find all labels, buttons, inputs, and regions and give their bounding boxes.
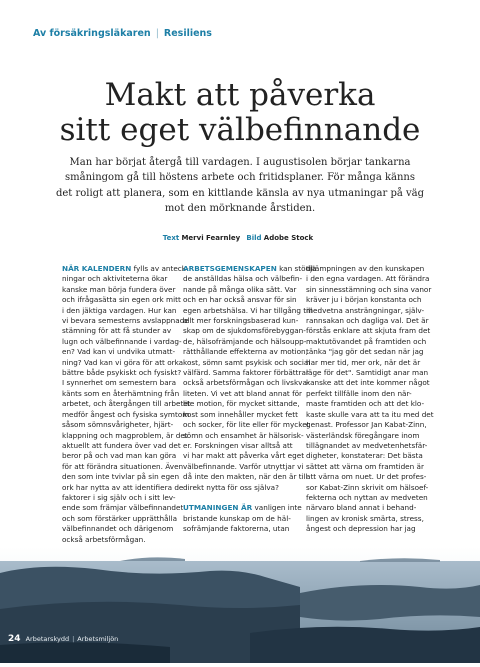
lead-line: Man har börjat återgå till vardagen. I augustisolen börjar tankarna bbox=[69, 157, 411, 168]
lead-line: mot den mörknande årstiden. bbox=[164, 202, 316, 214]
byline bbox=[0, 234, 480, 242]
article-lead bbox=[40, 155, 440, 216]
section-topic: Resiliens bbox=[163, 28, 212, 39]
body-line: och socker, för lite eller för mycket bbox=[183, 420, 310, 430]
body-line: också arbetsförmågan. bbox=[62, 534, 146, 544]
body-lines bbox=[183, 274, 313, 493]
body-line: och som förstärker upprätthålla bbox=[62, 513, 178, 523]
lead-line: småningom gå till höstens arbete och fritidsplaner. För många känns bbox=[65, 172, 415, 184]
body-line: förstås enklare att skjuta fram det bbox=[306, 326, 431, 336]
footer-separator: | bbox=[72, 635, 75, 643]
issue-name: Arbetsmiljön bbox=[77, 635, 119, 643]
header-separator: | bbox=[155, 28, 159, 39]
body-line: ångest och depression har jag bbox=[306, 524, 416, 534]
body-line: maste framtiden och att det klo- bbox=[306, 399, 425, 409]
body-line: kost, sömn samt psykisk och social bbox=[183, 357, 311, 367]
body-line: sättet att värna om framtiden är bbox=[306, 461, 424, 471]
body-line: perfekt tillfälle inom den när- bbox=[306, 388, 412, 398]
body-line: lugn och välbefinnande i vardag- bbox=[62, 336, 182, 346]
body-line: liteten. Vi vet att bland annat för bbox=[183, 388, 303, 398]
body-line: kanske att det inte kommer något bbox=[306, 378, 430, 388]
body-line: egen arbetshälsa. Vi har tillgång till bbox=[183, 305, 313, 315]
body-line: vi bevara semesterns avslappnade bbox=[62, 316, 189, 326]
byline-text-label: Text bbox=[162, 234, 180, 242]
body-line: kräver ju i början konstanta och bbox=[306, 295, 422, 305]
body-line: kaste skulle vara att ta itu med det bbox=[306, 409, 434, 419]
body-line bbox=[62, 264, 189, 274]
body-line: tillämpningen av den kunskapen bbox=[306, 264, 425, 273]
body-line: de anställdas hälsa och välbefin- bbox=[183, 274, 303, 284]
paragraph-kicker: UTMANINGEN ÄR bbox=[183, 503, 253, 513]
body-column-2 bbox=[183, 264, 317, 535]
body-line: er. Forskningen visar alltså att bbox=[183, 440, 293, 450]
body-text: fylls av anteck- bbox=[131, 264, 189, 273]
body-line: en? Vad kan vi undvika utmatt- bbox=[62, 347, 176, 357]
body-line: arbetet, och återgången till arbetet bbox=[62, 399, 191, 409]
body-line: direkt nytta för oss själva? bbox=[183, 482, 279, 492]
body-lines bbox=[306, 264, 434, 535]
body-line: västerländsk föregångare inom bbox=[306, 430, 420, 440]
seascape-photo bbox=[0, 547, 480, 663]
body-line: såsom sömnsvårigheter, hjärt- bbox=[62, 420, 174, 430]
body-line: de, hälsofrämjande och hälsoupp- bbox=[183, 336, 307, 346]
section-name: Av försäkringsläkaren bbox=[33, 28, 151, 39]
body-line: kanske man börja fundera över bbox=[62, 284, 176, 294]
body-line: skap om de sjukdomsförebyggan- bbox=[183, 326, 306, 336]
body-lines bbox=[62, 274, 191, 545]
body-line: den som inte tvivlar på sin egen bbox=[62, 472, 180, 482]
body-line: vi har makt att påverka vårt eget bbox=[183, 451, 305, 461]
body-line: fekterna och nyttan av medveten bbox=[306, 492, 428, 502]
body-line: bristande kunskap om de häl- bbox=[183, 513, 291, 523]
body-line bbox=[183, 503, 305, 513]
body-line: känts som en återhämtning från bbox=[62, 388, 180, 398]
publication-name: Arbetarskydd bbox=[25, 635, 70, 643]
paragraph-kicker: NÄR KALENDERN bbox=[62, 264, 132, 273]
body-line: lite motion, för mycket sittande, bbox=[183, 399, 300, 409]
body-line: att värna om nuet. Ur det profes- bbox=[306, 472, 427, 482]
body-line: närvaro bland annat i behand- bbox=[306, 503, 417, 513]
body-line: tillägnandet av medvetenhetsfär- bbox=[306, 440, 428, 450]
lead-line: det roligt att planera, som en kittlande känsla av nya utmaningar på väg bbox=[55, 187, 425, 199]
page-footer bbox=[8, 634, 118, 644]
body-line: också arbetsförmågan och livskva- bbox=[183, 378, 310, 388]
body-line: maktutövandet på framtiden och bbox=[306, 336, 427, 346]
body-line: lingen av kronisk smärta, stress, bbox=[306, 513, 424, 523]
byline-author: Mervi Fearnley bbox=[181, 234, 241, 242]
body-line: kost som innehåller mycket fett bbox=[183, 409, 298, 419]
title-line-1: Makt att påverka bbox=[104, 77, 376, 113]
body-line: och ifrågasätta sin egen ork mitt bbox=[62, 295, 181, 305]
body-line: och en har också ansvar för sin bbox=[183, 295, 297, 305]
seascape-illustration bbox=[0, 547, 480, 663]
page-number: 24 bbox=[8, 634, 21, 644]
body-line: klappning och magproblem, är det bbox=[62, 430, 188, 440]
body-line: rätthållande effekterna av motion, bbox=[183, 347, 308, 357]
body-line: ning? Vad kan vi göra för att orka bbox=[62, 357, 184, 367]
body-line: sin sinnesstämning och sina vanor bbox=[306, 284, 432, 294]
body-line: allt mer forskningsbaserad kun- bbox=[183, 316, 299, 326]
body-line: stämning för att få stunder av bbox=[62, 326, 172, 336]
paragraph-kicker: ARBETSGEMENSKAPEN bbox=[183, 264, 277, 273]
body-line: nande på många olika sätt. Var bbox=[183, 284, 297, 294]
title-line-2: sitt eget välbefinnande bbox=[59, 112, 421, 148]
body-line: läge för det". Samtidigt anar man bbox=[306, 368, 429, 378]
body-line: aktuellt att fundera över vad det bbox=[62, 440, 181, 450]
body-lines bbox=[183, 514, 305, 535]
body-line: medför ångest och fysiska symtom bbox=[62, 409, 190, 419]
body-line: i den jäktiga vardagen. Hur kan bbox=[62, 305, 177, 315]
body-line: ork har nytta av att identifiera de bbox=[62, 482, 184, 492]
body-line: i den egna vardagen. Att förändra bbox=[306, 274, 430, 284]
body-column-3 bbox=[306, 264, 434, 535]
body-line: då inte den makten, när den är till bbox=[183, 472, 308, 482]
body-column-1 bbox=[62, 264, 191, 545]
body-line bbox=[183, 264, 317, 274]
body-line: välbefinnandet och därigenom bbox=[62, 524, 174, 534]
byline-image-label: Bild bbox=[246, 234, 262, 242]
body-line: för att förändra situationen. Även bbox=[62, 461, 184, 471]
body-line: I synnerhet om semestern bara bbox=[62, 378, 177, 388]
body-line: bättre både psykiskt och fysiskt? bbox=[62, 368, 182, 378]
section-header bbox=[33, 28, 212, 39]
body-line: tänka "jag gör det sedan när jag bbox=[306, 347, 424, 357]
body-line: faktorer i sig själv och i sitt lev- bbox=[62, 492, 176, 502]
article-title bbox=[0, 78, 480, 148]
byline-image-source: Adobe Stock bbox=[263, 234, 314, 242]
body-line: sofrämjande faktorerna, utan bbox=[183, 524, 290, 534]
body-line: ende som främjar välbefinnandet bbox=[62, 503, 184, 513]
body-line: välfärd. Samma faktorer förbättrar bbox=[183, 368, 309, 378]
body-line: rannsakan och dagliga val. Det är bbox=[306, 316, 429, 326]
body-line: digheter, konstaterar: Det bästa bbox=[306, 451, 423, 461]
body-line: beror på och vad man kan göra bbox=[62, 451, 177, 461]
body-text: vanligen inte bbox=[252, 503, 302, 513]
body-line: sor Kabat-Zinn skrivit om hälsoef- bbox=[306, 482, 429, 492]
body-line: välbefinnande. Varför utnyttjar vi bbox=[183, 461, 304, 471]
body-line: medvetna ansträngningar, själv- bbox=[306, 305, 425, 315]
paragraph-gap bbox=[183, 493, 305, 503]
body-line: ningar och aktiviteterna ökar bbox=[62, 274, 168, 284]
body-line: sömn och ensamhet är hälsorisk- bbox=[183, 430, 304, 440]
body-line: genast. Professor Jan Kabat-Zinn, bbox=[306, 420, 427, 430]
body-text: kan stödja bbox=[276, 264, 317, 273]
body-line: har mer tid, mer ork, när det är bbox=[306, 357, 421, 367]
